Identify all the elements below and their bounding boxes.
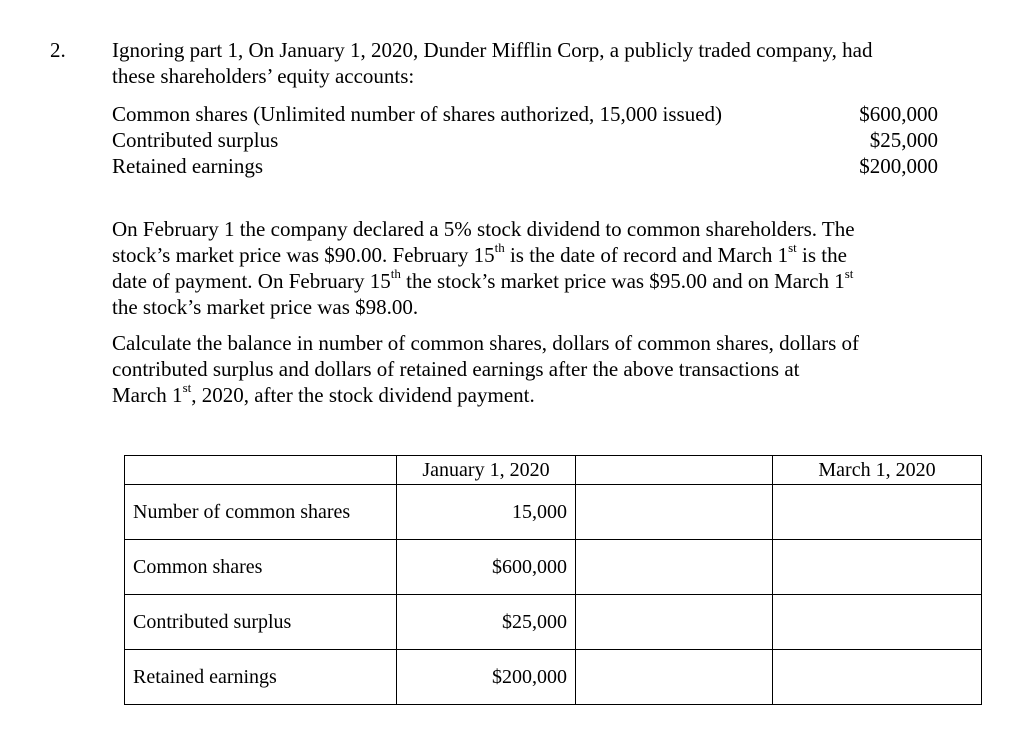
- intro-line: Ignoring part 1, On January 1, 2020, Dunder Mifflin Corp, a publicly traded company, had: [112, 38, 873, 62]
- paragraph-line: [112, 382, 942, 408]
- intro-line: these shareholders’ equity accounts:: [112, 64, 415, 88]
- text-run: March 1: [112, 383, 183, 407]
- january-value: $600,000: [397, 540, 576, 595]
- equity-label: Contributed surplus: [112, 128, 279, 152]
- text-run: the stock’s market price was $95.00 and on March 1: [400, 269, 845, 293]
- table-row: [125, 650, 982, 705]
- row-label: Number of common shares: [125, 485, 397, 540]
- row-label: Common shares: [125, 540, 397, 595]
- january-value: $200,000: [397, 650, 576, 705]
- table-row: [125, 485, 982, 540]
- answer-cell[interactable]: [773, 540, 982, 595]
- superscript: st: [788, 240, 797, 255]
- question-number: 2.: [50, 38, 66, 62]
- table-row: [125, 540, 982, 595]
- dividend-paragraph: [112, 216, 942, 320]
- equity-row-retained-earnings: [112, 153, 938, 179]
- superscript: st: [844, 266, 854, 281]
- equity-amount: $25,000: [869, 128, 938, 152]
- paragraph-line: [112, 242, 942, 268]
- paragraph-line: [112, 268, 942, 294]
- text-run: stock’s market price was $90.00. February 15: [112, 243, 495, 267]
- equity-label: Retained earnings: [112, 154, 264, 178]
- text-run: , 2020, after the stock dividend payment.: [191, 383, 535, 407]
- answer-cell[interactable]: [576, 485, 773, 540]
- answer-cell[interactable]: [576, 595, 773, 650]
- paragraph-line: On February 1 the company declared a 5% stock dividend to common shareholders. The: [112, 217, 855, 241]
- answer-cell[interactable]: [773, 595, 982, 650]
- equity-label: Common shares (Unlimited number of shares authorized, 15,000 issued): [112, 102, 723, 126]
- question-intro: [112, 37, 972, 89]
- text-run: is the date of record and March 1: [504, 243, 789, 267]
- equity-row-contributed-surplus: [112, 127, 938, 153]
- superscript: th: [390, 266, 401, 281]
- paragraph-line: the stock’s market price was $98.00.: [112, 295, 419, 319]
- header-january: January 1, 2020: [397, 456, 576, 485]
- answer-cell[interactable]: [576, 650, 773, 705]
- equity-amount: $600,000: [859, 102, 938, 126]
- table-header-row: [125, 456, 982, 485]
- january-value: $25,000: [397, 595, 576, 650]
- text-run: date of payment. On February 15: [112, 269, 391, 293]
- superscript: st: [182, 380, 192, 395]
- equity-accounts-list: [112, 101, 938, 179]
- answer-cell[interactable]: [773, 650, 982, 705]
- superscript: th: [494, 240, 505, 255]
- header-cell-empty: [576, 456, 773, 485]
- equity-amount: $200,000: [859, 154, 938, 178]
- january-value: 15,000: [397, 485, 576, 540]
- instruction-paragraph: [112, 330, 942, 408]
- equity-row-common-shares: [112, 101, 938, 127]
- answer-cell[interactable]: [773, 485, 982, 540]
- answer-cell[interactable]: [576, 540, 773, 595]
- balance-table: [124, 455, 982, 705]
- paragraph-line: Calculate the balance in number of common shares, dollars of common shares, dollars of: [112, 331, 860, 355]
- row-label: Retained earnings: [125, 650, 397, 705]
- row-label: Contributed surplus: [125, 595, 397, 650]
- header-cell-empty: [125, 456, 397, 485]
- table-row: [125, 595, 982, 650]
- paragraph-line: contributed surplus and dollars of retained earnings after the above transactions at: [112, 357, 800, 381]
- text-run: is the: [796, 243, 847, 267]
- header-march: March 1, 2020: [773, 456, 982, 485]
